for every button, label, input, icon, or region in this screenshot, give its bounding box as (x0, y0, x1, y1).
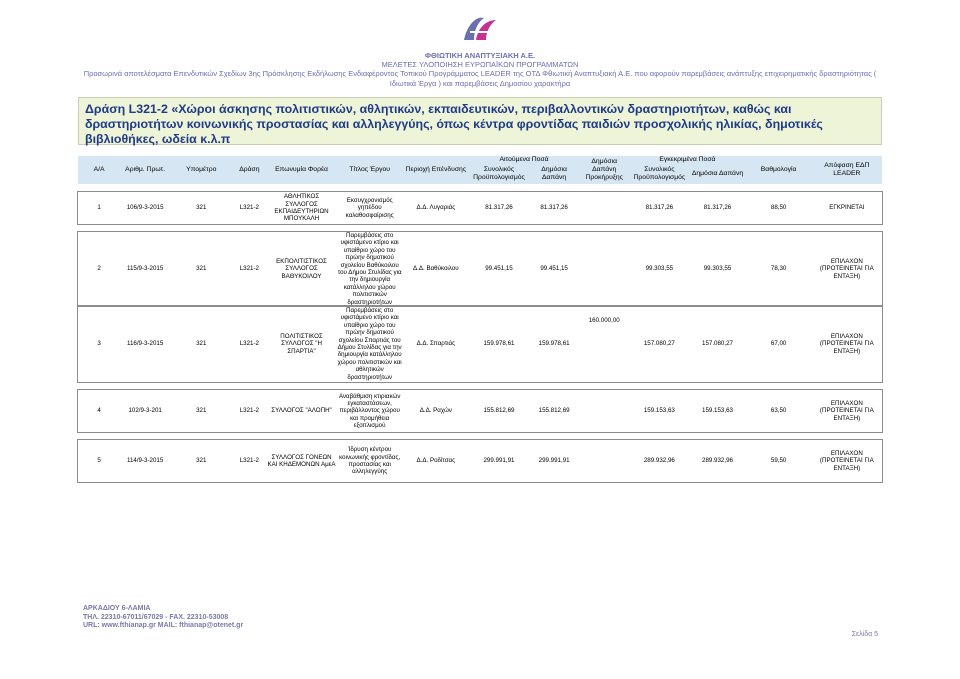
cell-decision: ΕΠΙΛΑΧΟΝ (ΠΡΟΤΕΙΝΕΤΑΙ ΓΙΑ ΕΝΤΑΞΗ) (819, 257, 874, 280)
cell-req-budget: 299.991,91 (483, 457, 515, 465)
results-table (78, 156, 882, 482)
cell-decision: ΕΓΚΡΙΝΕΤΑΙ (829, 204, 865, 212)
cell-aa: 4 (97, 407, 101, 415)
cell-decision: ΕΠΙΛΑΧΟΝ (ΠΡΟΤΕΙΝΕΤΑΙ ΓΙΑ ΕΝΤΑΞΗ) (819, 332, 874, 355)
cell-req-public: 299.991,91 (538, 457, 570, 465)
col-app-budget: Συνολικός Προϋπολογισμός (629, 164, 689, 184)
cell-app-public: 99.303,55 (703, 265, 732, 273)
cell-score: 88,50 (770, 204, 787, 212)
cell-app-budget: 289.932,96 (643, 457, 675, 465)
cell-aa: 3 (97, 340, 101, 348)
page-footer (83, 605, 243, 631)
cell-app-public: 159.153,63 (702, 407, 733, 415)
cell-req-budget: 81.317,26 (485, 204, 513, 212)
cell-decision: ΕΠΙΛΑΧΟΝ (ΠΡΟΤΕΙΝΕΤΑΙ ΓΙΑ ΕΝΤΑΞΗ) (819, 449, 874, 472)
cell-app-public: 157.080,27 (702, 340, 733, 348)
col-area: Περιοχή Επένδυσης (403, 156, 469, 184)
cell-app-budget: 99.303,55 (645, 265, 674, 273)
cell-req-public: 81.317,26 (540, 204, 568, 212)
cell-public-call: 160.000,00 (588, 317, 620, 325)
cell-req-budget: 155.812,69 (483, 407, 515, 415)
cell-prot: 115/9-3-2015 (126, 265, 164, 273)
col-subaxis: Υπομέτρο (170, 156, 232, 184)
page-header (0, 14, 960, 89)
cell-subaxis: 321 (196, 407, 207, 415)
cell-app-budget: 159.153,63 (643, 407, 675, 415)
cell-prot: 116/9-3-2015 (126, 340, 164, 348)
cell-decision: ΕΠΙΛΑΧΟΝ (ΠΡΟΤΕΙΝΕΤΑΙ ΓΙΑ ΕΝΤΑΞΗ) (819, 399, 874, 422)
cell-area: Δ.Δ. Σπαρτιάς (416, 340, 456, 348)
page-number: Σελίδα 5 (851, 631, 878, 638)
cell-app-public: 81.317,26 (703, 204, 732, 212)
cell-project: Παρεμβάσεις στο υφιστάμενο κτίριο και υπαίθριο χώρο του πρώην δημοτικού σχολείου Βαθύκοιλου του Δήμου Στυλίδας για την δημιουργία κατάλληλου χώρου πολιτιστικών δραστηριοτήτων (337, 232, 402, 306)
cell-prot: 106/9-3-2015 (126, 204, 164, 212)
cell-score: 59,50 (770, 457, 787, 465)
cell-subaxis: 321 (196, 457, 207, 465)
cell-name: ΣΥΛΛΟΓΟΣ "ΑΛΟΠΗ" (271, 407, 332, 415)
cell-score: 67,00 (770, 340, 787, 348)
cell-area: Δ.Δ. Ροδίτσας (416, 457, 456, 465)
cell-app-budget: 157.080,27 (643, 340, 675, 348)
cell-project: Αναβάθμιση κτιριακών εγκαταστάσεων, περιβάλλοντος χώρου και προμήθεια εξοπλισμού (338, 392, 401, 430)
col-approved: Εγκεκριμένα Ποσά (629, 156, 745, 164)
table-row (78, 390, 882, 432)
cell-name: ΑΘΛΗΤΙΚΟΣ ΣΥΛΛΟΓΟΣ ΕΚΠΑΙΔΕΥΤΗΡΙΩΝ ΜΠΟΥΚΑΛΗ (274, 193, 329, 223)
col-action: Δράση (232, 156, 266, 184)
cell-public-call (579, 390, 629, 432)
col-score: Βαθμολογία (746, 156, 812, 184)
cell-aa: 5 (97, 457, 101, 465)
footer-address: ΑΡΚΑΔΙΟΥ 6-ΛΑΜΙΑ (83, 605, 151, 612)
cell-action: L321-2 (239, 407, 260, 415)
cell-project: Παρεμβάσεις στο υφιστάμενο κτίριο και υπαίθριο χώρο του πρώην δημοτικού σχολείου Σπαρτιάς του Δήμου Στυλίδας για την δημιουργία κατάλληλου χώρου πολιτιστικών και αθλητικών δραστηριοτήτων (337, 307, 402, 381)
cell-score: 78,30 (770, 265, 787, 273)
announcement-line-2: Ιδιωτικά Έργα ) και παρεμβάσεις Δημοσίου χαρακτήρα (389, 79, 571, 88)
cell-aa: 1 (97, 204, 101, 212)
col-req-budget: Συνολικός Προϋπολογισμός (469, 164, 529, 184)
footer-phone: ΤΗΛ. 22310-67011/67029 - FAX. 22310-53008 (83, 613, 229, 621)
cell-req-budget: 159.978,61 (483, 340, 515, 348)
cell-app-public: 289.932,96 (702, 457, 733, 465)
cell-aa: 2 (97, 265, 101, 273)
cell-req-public: 155.812,69 (538, 407, 570, 415)
col-requested: Αιτούμενα Ποσά (469, 156, 579, 164)
cell-prot: 102/9-3-201 (128, 407, 162, 415)
cell-public-call (579, 192, 629, 224)
cell-req-public: 159.978,61 (538, 340, 570, 348)
table-header-row (78, 156, 882, 164)
col-prot: Αριθμ. Πρωτ. (120, 156, 170, 184)
table-row (78, 232, 882, 306)
col-aa: Α/Α (78, 156, 120, 184)
col-project: Τίτλος Έργου (337, 156, 403, 184)
cell-action: L321-2 (239, 340, 260, 348)
footer-web: URL: www.fthianap.gr MAIL: fthianap@otenet.gr (83, 622, 244, 630)
cell-area: Δ.Δ. Λυγαριάς (416, 204, 456, 212)
cell-name: ΕΚΠΟΛΙΤΙΣΤΙΚΟΣ ΣΥΛΛΟΓΟΣ ΒΑΘΥΚΟΙΛΟΥ (276, 257, 327, 280)
col-name: Επωνυμία Φορέα (266, 156, 336, 184)
cell-action: L321-2 (239, 204, 260, 212)
cell-req-public: 99.451,15 (540, 265, 568, 273)
table-row (78, 440, 882, 482)
cell-req-budget: 99.451,15 (485, 265, 513, 273)
program-name: ΜΕΛΕΤΕΣ ΥΛΟΠΟΙΗΣΗ ΕΥΡΩΠΑΪΚΩΝ ΠΡΟΓΡΑΜΜΑΤΩΝ (381, 60, 579, 69)
table-row (78, 306, 882, 382)
cell-action: L321-2 (239, 265, 260, 273)
cell-name: ΠΟΛΙΤΙΣΤΙΚΟΣ ΣΥΛΛΟΓΟΣ "Η ΣΠΑΡΤΙΑ" (280, 332, 323, 355)
col-public-call: Δημόσια Δαπάνη Προκήρυξης (579, 156, 629, 184)
cell-area: Δ.Δ. Βαθύκοιλου (413, 265, 459, 273)
cell-subaxis: 321 (196, 340, 207, 348)
cell-subaxis: 321 (196, 204, 207, 212)
col-decision: Απόφαση ΕΔΠ LEADER (812, 156, 882, 184)
cell-action: L321-2 (239, 457, 260, 465)
col-app-public: Δημόσια Δαπάνη (689, 164, 745, 184)
col-req-public: Δημόσια Δαπάνη (529, 164, 579, 184)
cell-area: Δ.Δ. Ραχών (419, 407, 452, 415)
cell-app-budget: 81.317,26 (645, 204, 674, 212)
cell-score: 63,50 (770, 407, 787, 415)
cell-prot: 114/9-3-2015 (126, 457, 164, 465)
announcement-line-1: Προσωρινά αποτελέσματα Επενδυτικών Σχεδίων 3ης Πρόσκλησης Εκδήλωσης Ενδιαφέροντος Τοπικού Προγράμματος LEADER της ΟΤΔ Φθιωτική Αναπτυξιακή Α.Ε. που αφορούν παρεμβάσεις ανάπτυξης επιχειρηματικής δραστηριότητας ( (83, 69, 877, 78)
cell-subaxis: 321 (196, 265, 207, 273)
cell-public-call (579, 440, 629, 482)
table-row (78, 192, 882, 224)
cell-name: ΣΥΛΛΟΓΟΣ ΓΟΝΕΩΝ ΚΑΙ ΚΗΔΕΜΟΝΩΝ ΑμεΑ (267, 453, 336, 469)
fthiotiki-logo-icon (458, 14, 502, 44)
org-name: ΦΘΙΩΤΙΚΗ ΑΝΑΠΤΥΞΙΑΚΗ Α.Ε. (424, 51, 536, 60)
cell-project: Εκσυγχρονισμός γηπέδου καλαθοσφαίρισης (345, 196, 394, 219)
cell-project: Ίδρυση κέντρου κοινωνικής φροντίδας, προστασίας και αλληλεγγύης (339, 446, 401, 476)
action-title: Δράση L321-2 «Χώροι άσκησης πολιτιστικών, αθλητικών, εκπαιδευτικών, περιβαλλοντικών δραστηριοτήτων, καθώς και δραστηριοτήτων κοινωνικής προστασίας και αλληλεγγύης, όπως κέντρα φροντίδας παιδιών προσχολικής ηλικίας, δημοτικές βιβλιοθήκες, ωδεία κ.λ.π (78, 97, 882, 145)
